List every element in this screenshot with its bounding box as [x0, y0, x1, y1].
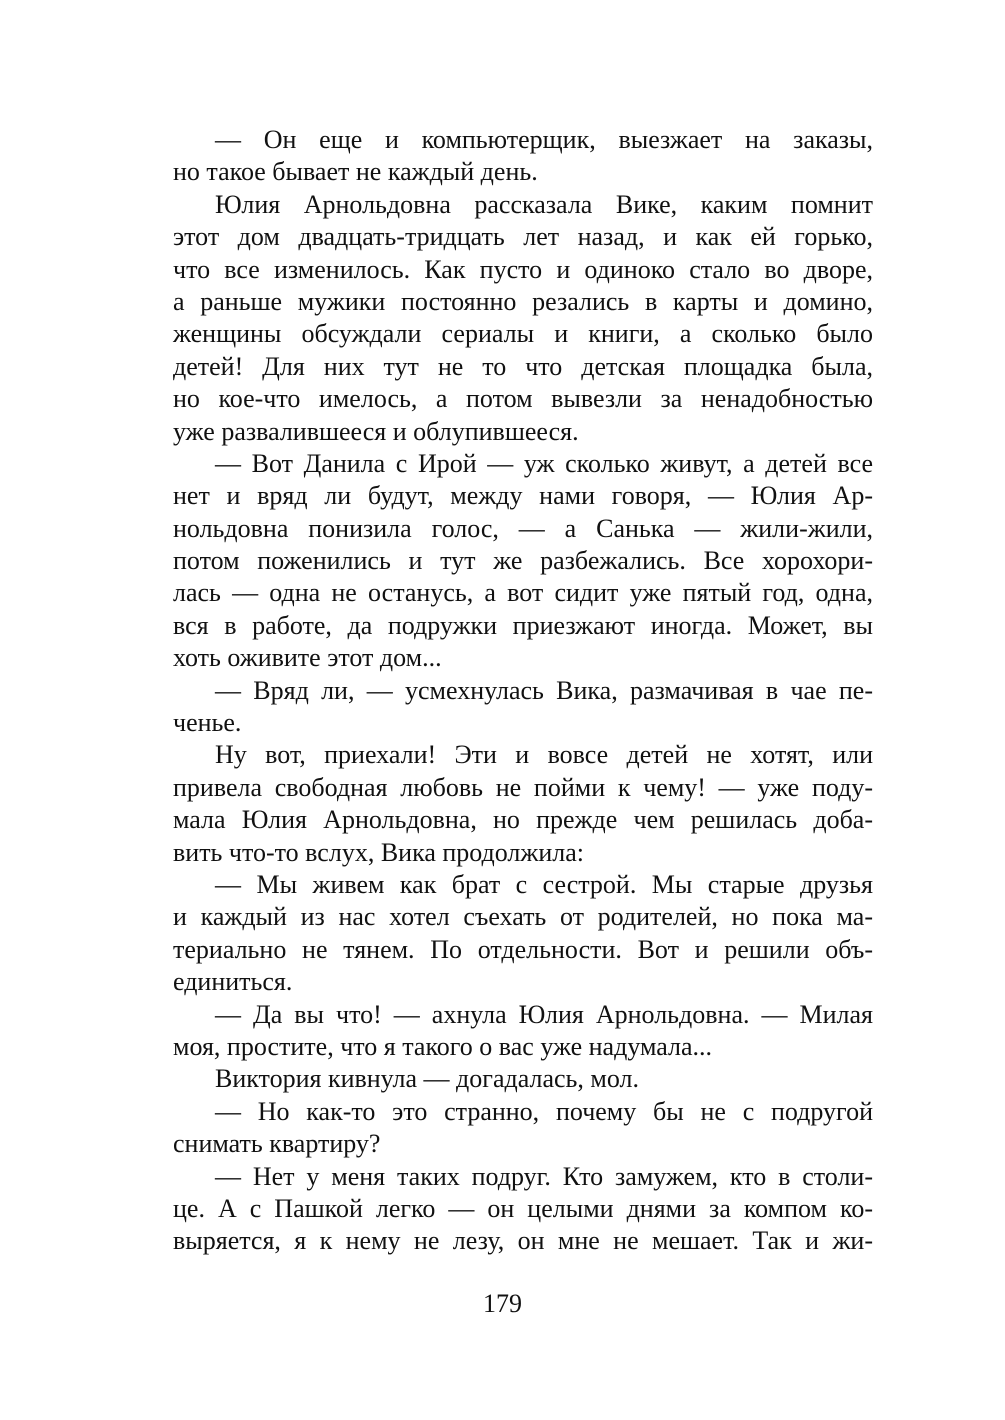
- text-line: что все изменилось. Как пусто и одиноко стало во дворе,: [173, 254, 873, 284]
- text-line: лась — одна не останусь, а вот сидит уже пятый год, одна,: [173, 578, 873, 608]
- text-line: детей! Для них тут не то что детская площадка была,: [173, 351, 873, 381]
- text-line: единиться.: [173, 967, 293, 997]
- text-line: Юлия Арнольдовна рассказала Вике, каким помнит: [215, 189, 873, 219]
- text-line: Ну вот, приехали! Эти и вовсе детей не хотят, или: [215, 740, 873, 770]
- text-line: — Мы живем как брат с сестрой. Мы старые друзья: [215, 869, 873, 899]
- text-line: привела свободная любовь не пойми к чему! — уже поду-: [173, 772, 873, 802]
- text-line: Виктория кивнула — догадалась, мол.: [215, 1064, 639, 1094]
- text-line: це. А с Пашкой легко — он целыми днями за компом ко-: [173, 1193, 873, 1223]
- text-line: выряется, я к нему не лезу, он мне не мешает. Так и жи-: [173, 1226, 873, 1256]
- text-line: ченье.: [173, 708, 242, 738]
- text-line: но такое бывает не каждый день.: [173, 157, 538, 187]
- text-line: хоть оживите этот дом...: [173, 643, 442, 673]
- text-line: — Он еще и компьютерщик, выезжает на заказы,: [215, 125, 873, 154]
- text-line: нет и вряд ли будут, между нами говоря, — Юлия Ар-: [173, 481, 873, 511]
- text-line: — Да вы что! — ахнула Юлия Арнольдовна. — Милая: [215, 999, 873, 1029]
- text-line: — Но как-то это странно, почему бы не с подругой: [215, 1096, 873, 1126]
- text-line: снимать квартиру?: [173, 1129, 381, 1159]
- text-line: а раньше мужики постоянно резались в карты и домино,: [173, 286, 873, 316]
- text-line: мала Юлия Арнольдовна, но прежде чем решилась доба-: [173, 805, 873, 835]
- text-line: моя, простите, что я такого о вас уже надумала...: [173, 1031, 713, 1061]
- text-line: — Вот Данила с Ирой — уж сколько живут, а детей все: [215, 448, 873, 478]
- text-line: женщины обсуждали сериалы и книги, а сколько было: [173, 319, 873, 349]
- text-line: потом поженились и тут же разбежались. Все хорохори-: [173, 546, 873, 576]
- text-line: уже развалившееся и облупившееся.: [173, 416, 579, 446]
- text-line: — Нет у меня таких подруг. Кто замужем, кто в столи-: [215, 1161, 873, 1191]
- text-line: нольдовна понизила голос, — а Санька — жили-жили,: [173, 513, 873, 543]
- text-line: вся в работе, да подружки приезжают иногда. Может, вы: [173, 610, 873, 640]
- page-number: 179: [483, 1289, 522, 1318]
- text-line: но кое-что имелось, а потом вывезли за ненадобностью: [173, 384, 873, 414]
- text-line: — Вряд ли, — усмехнулась Вика, размачивая в чае пе-: [215, 675, 873, 705]
- text-line: вить что-то вслух, Вика продолжила:: [173, 837, 584, 867]
- text-line: териально не тянем. По отдельности. Вот и решили объ-: [173, 934, 873, 964]
- text-line: этот дом двадцать-тридцать лет назад, и как ей горько,: [173, 222, 873, 252]
- page-text-block: [173, 124, 873, 1258]
- text-line: и каждый из нас хотел съехать от родителей, но пока ма-: [173, 902, 873, 932]
